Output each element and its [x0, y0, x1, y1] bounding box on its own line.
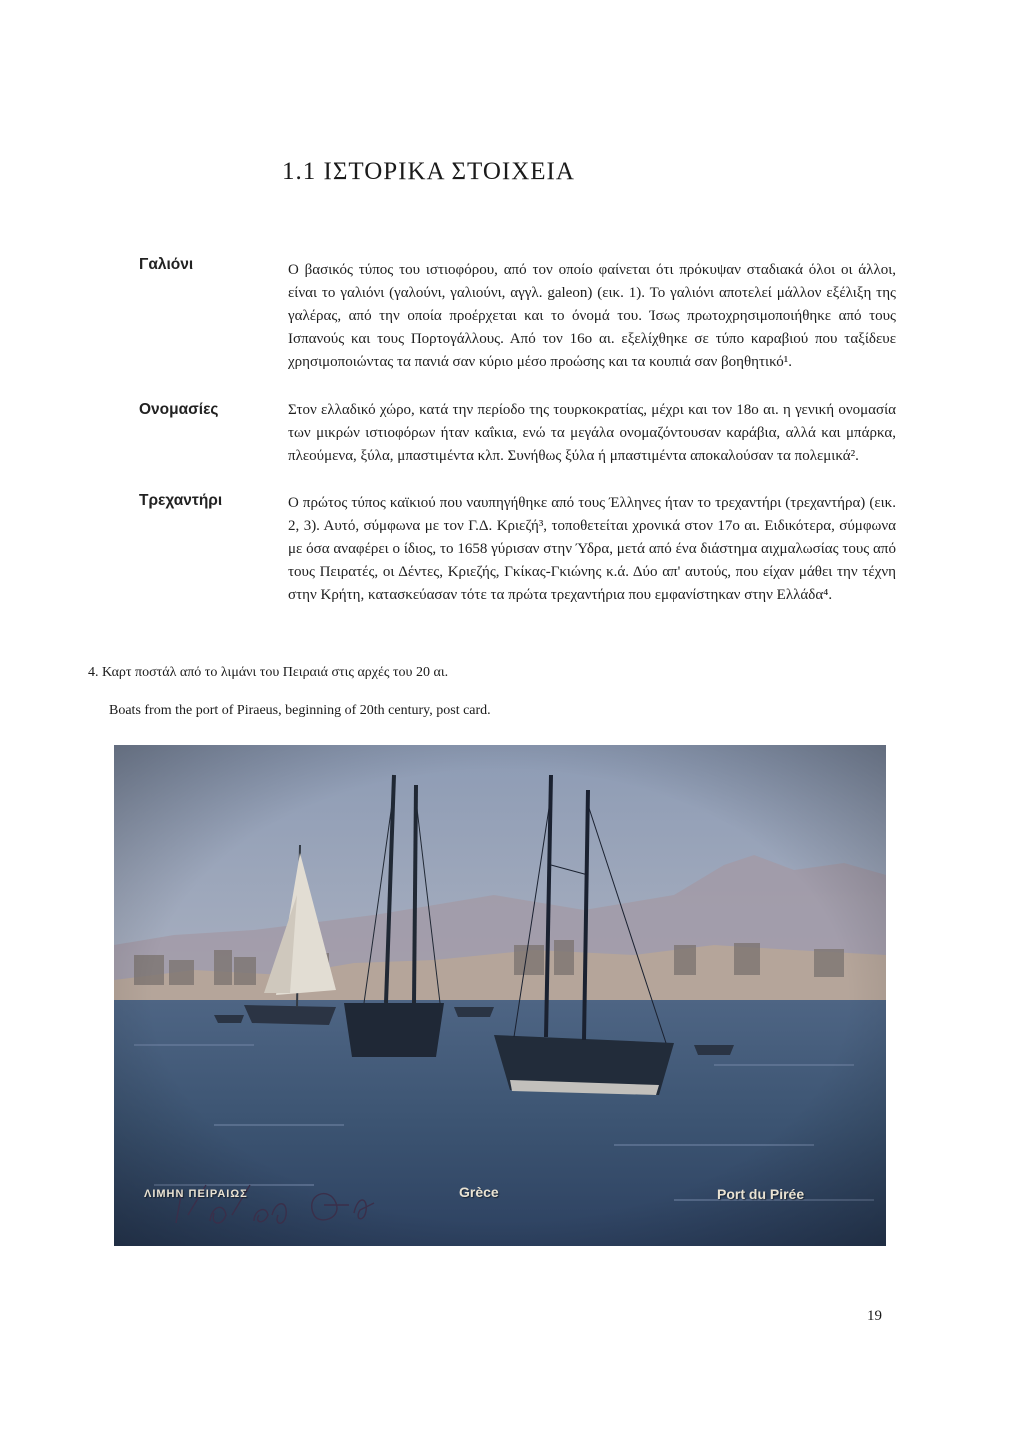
section-label-galioni: Γαλιόνι [139, 256, 194, 273]
section-text-trechantiri: Ο πρώτος τύπος καϊκιού που ναυπηγήθηκε από τους Έλληνες ήταν το τρεχαντήρι (τρεχαντήρα) (εικ. 2, 3). Αυτό, σύμφωνα με τον Γ.Δ. Κριεζή³, τοποθετείται χρονικά στον 17ο αι. Ειδικότερα, σύμφωνα με όσα αναφέρει ο ίδιος, το 1658 γύρισαν στην Ύδρα, μετά από ένα διάστημα αιχμαλωσίας τους από τους Πειρατές, οι Δέντες, Κριεζής, Γκίκας-Γκιώνης κ.ά. Δύο απ' αυτούς, που είχαν μάθει την τέχνη στην Κρήτη, κατασκεύασαν τότε τα πρώτα τρεχαντήρια που εμφανίστηκαν στην Ελλάδα⁴. [288, 495, 896, 603]
section-label-trechantiri: Τρεχαντήρι [139, 492, 223, 509]
figure-caption-greek: 4. Καρτ ποστάλ από το λιμάνι του Πειραιά στις αρχές του 20 αι. [88, 665, 449, 680]
section-text-onomasies: Στον ελλαδικό χώρο, κατά την περίοδο της τουρκοκρατίας, μέχρι και τον 18ο αι. η γενική ονομασία των μικρών ιστιοφόρων ήταν καΐκια, ενώ τα μεγάλα ονομαζόντουσαν καράβια, αλλά και μπάρκα, πλεούμενα, ξύλα, μπαστιμέντα κλπ. Συνήθως ξύλα ή μπαστιμέντα αποκαλούσαν τα πολεμικά². [288, 402, 896, 464]
section-text-galioni: Ο βασικός τύπος του ιστιοφόρου, από τον οποίο φαίνεται ότι πρόκυψαν σταδιακά όλοι οι άλλοι, είναι το γαλιόνι (γαλούνι, γαλιούνι, αγγλ. galeon) (εικ. 1). Το γαλιόνι αποτελεί μάλλον εξέλιξη της γαλέρας, από την οποία προέρχεται και το όνομά του. Ίσως πρωτοχρησιμοποιήθηκε από τους Ισπανούς και τους Πορτογάλλους. Από τον 16ο αι. εξελίχθηκε σε τύπο καραβιού που ταξίδευε χρησιμοποιώντας τα πανιά σαν κύριο μέσο προώσης και τα κουπιά σαν βοηθητικό¹. [288, 262, 896, 370]
postcard-photo [114, 745, 886, 1246]
harbor-illustration [114, 745, 886, 1246]
page-number: 19 [867, 1308, 882, 1324]
postcard-caption-right: Port du Pirée [717, 1186, 805, 1202]
section-label-onomasies: Ονομασίες [139, 401, 219, 418]
postcard-caption-middle: Grèce [459, 1184, 499, 1200]
figure-caption-english: Boats from the port of Piraeus, beginning of 20th century, post card. [109, 703, 491, 718]
page-title: 1.1 ΙΣΤΟΡΙΚΑ ΣΤΟΙΧΕΙΑ [282, 158, 575, 185]
postcard-caption-left: ΛΙΜΗΝ ΠΕΙΡΑΙΩΣ [144, 1188, 248, 1200]
